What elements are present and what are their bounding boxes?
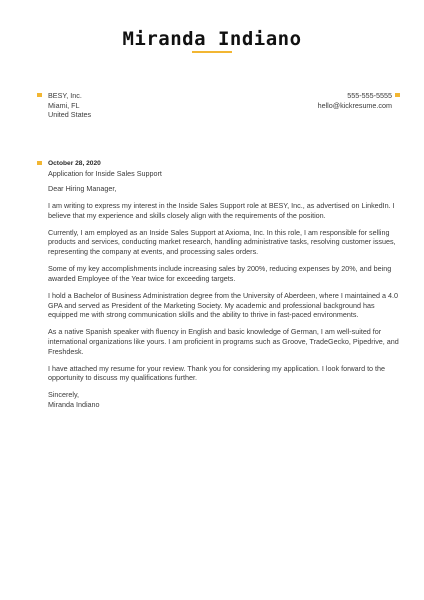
letter-subject: Application for Inside Sales Support — [48, 169, 162, 178]
applicant-name: Miranda Indiano — [122, 28, 302, 50]
paragraph-line: international organizations like yours. I am proficient in programs such as Groove, TradeGecko, Pipedrive, and — [48, 336, 399, 346]
paragraph-line: Currently, I am employed as an Inside Sales Support at Axioma, Inc. In this role, I am responsible for selling — [48, 227, 390, 237]
recipient-company: BESY, Inc. — [48, 91, 82, 100]
sender-email: hello@kickresume.com — [317, 100, 392, 110]
letter-body — [48, 184, 399, 417]
paragraph-line: I have attached my resume for your review. Thank you for considering my application. I look forward to the — [48, 363, 386, 373]
paragraph-line: Some of my key accomplishments include increasing sales by 200%, reducing expenses by 20%, and being — [48, 264, 392, 274]
letter-paragraph — [48, 290, 398, 320]
paragraph-line: GPA and served as President of the Marketing Society. My academic and professional background has — [48, 300, 375, 310]
name-underline-accent — [192, 51, 232, 53]
letter-paragraph — [48, 364, 393, 383]
paragraph-line: representing the company at events, and processing sales orders. — [48, 247, 259, 257]
recipient-city: Miami, FL — [48, 100, 80, 110]
letter-paragraph — [48, 227, 396, 257]
recipient-country: United States — [48, 110, 92, 120]
sender-phone: 555-555-5555 — [347, 91, 392, 100]
paragraph-line: Freshdesk. — [48, 346, 84, 356]
letter-paragraph — [48, 264, 393, 283]
letter-paragraph — [48, 327, 399, 356]
contact-bullet-icon — [395, 93, 400, 97]
letter-signoff — [48, 390, 393, 409]
letter-paragraph — [48, 201, 393, 220]
letter-closing: Sincerely, — [48, 390, 80, 400]
paragraph-line: products and services, conducting market research, handling administrative tasks, resolving customer issues, — [48, 237, 396, 247]
paragraph-line: I am writing to express my interest in the Inside Sales Support role at BESY, Inc., as advertised on LinkedIn. I — [48, 201, 395, 210]
paragraph-line: believe that my experience and skills closely align with the requirements of the position. — [48, 210, 326, 220]
paragraph-line: As a native Spanish speaker with fluency in English and basic knowledge of German, I am well-suited for — [48, 327, 382, 337]
date-bullet-icon — [37, 161, 42, 165]
letter-signature: Miranda Indiano — [48, 400, 100, 410]
letter-date: October 28, 2020 — [48, 160, 101, 167]
recipient-bullet-icon — [37, 93, 42, 97]
recipient-address — [48, 91, 91, 120]
paragraph-line: equipped me with strong communication skills and the ability to thrive in fast-paced environments. — [48, 310, 359, 320]
paragraph-line: awarded Employee of the Year twice for exceeding targets. — [48, 273, 236, 283]
paragraph-line: I hold a Bachelor of Business Administration degree from the University of Aberdeen, where I maintained a 4.0 — [48, 290, 398, 300]
paragraph-line: opportunity to discuss my qualifications further. — [48, 373, 198, 383]
sender-contact — [318, 91, 392, 110]
letter-greeting: Dear Hiring Manager, — [48, 184, 117, 193]
